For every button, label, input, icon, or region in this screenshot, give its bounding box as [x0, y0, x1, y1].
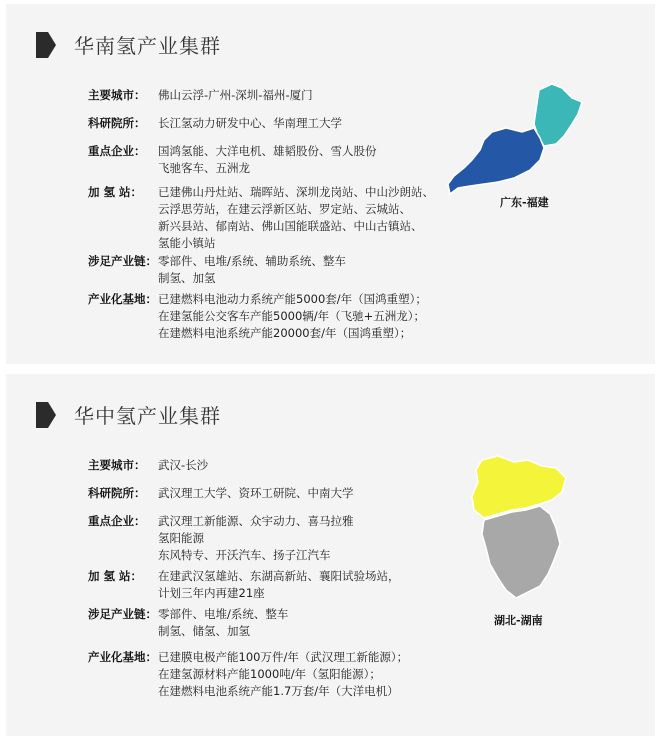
info-value: 已建膜电极产能100万件/年（武汉理工新能源）； 在建氢源材料产能1000吨/年（氢阳能源）； 在建燃料电池系统产能1.7万套/年（大洋电机） [158, 650, 409, 698]
info-row-chain [88, 253, 468, 287]
guangdong-fujian-map-icon [444, 80, 594, 210]
info-label: 重点企业： [88, 144, 146, 158]
info-value: 长江氢动力研发中心、华南理工大学 [158, 116, 342, 130]
info-row-chain [88, 606, 468, 640]
info-label: 涉足产业链： [88, 254, 157, 268]
info-label: 加 氢 站： [88, 569, 143, 583]
info-row-research [88, 485, 468, 502]
info-label: 产业化基地： [88, 650, 157, 664]
info-label: 涉足产业链： [88, 607, 157, 621]
info-label: 主要城市： [88, 458, 146, 472]
info-label: 主要城市： [88, 88, 146, 102]
info-value: 佛山云浮-广州-深圳-福州-厦门 [158, 88, 313, 102]
info-label: 产业化基地： [88, 292, 157, 306]
info-row-cities [88, 87, 468, 104]
info-row-stations [88, 568, 468, 602]
info-value: 在建武汉氢雄站、东湖高新站、襄阳试验场站， 计划三年内再建21座 [158, 569, 400, 600]
info-row-research [88, 115, 468, 132]
cluster-card-central [6, 374, 655, 736]
map-region-label: 湖北-湖南 [494, 614, 543, 627]
info-value: 零部件、电堆/系统、辅助系统、整车 制氢、加氢 [158, 254, 346, 285]
info-row-cities [88, 457, 468, 474]
info-row-companies [88, 143, 468, 177]
cluster-header [36, 400, 221, 429]
info-row-bases [88, 291, 488, 342]
info-row-bases [88, 649, 488, 700]
info-value: 国鸿氢能、大洋电机、雄韬股份、雪人股份 飞驰客车、五洲龙 [158, 144, 377, 175]
info-label: 加 氢 站： [88, 185, 143, 199]
map-region-label: 广东-福建 [500, 196, 549, 209]
hubei-hunan-map-icon [468, 452, 578, 612]
info-row-stations [88, 184, 468, 252]
info-value: 已建燃料电池动力系统产能5000套/年（国鸿重塑）； 在建氢能公交客车产能5000辆/年（飞驰+五洲龙）； 在建燃料电池系统产能20000套/年（国鸿重塑）； [158, 292, 427, 340]
info-label: 科研院所： [88, 116, 146, 130]
cluster-title: 华南氢产业集群 [74, 34, 221, 58]
info-value: 已建佛山丹灶站、瑞晖站、深圳龙岗站、中山沙朗站、 云浮思劳站，在建云浮新区站、罗定站、云城站、 新兴县站、郁南站、佛山国能联盛站、中山古镇站、 氢能小镇站 [158, 185, 434, 250]
info-value: 武汉理工新能源、众宇动力、喜马拉雅 氢阳能源 东风特专、开沃汽车、扬子江汽车 [158, 514, 354, 562]
info-label: 科研院所： [88, 486, 146, 500]
chevron-marker-icon [36, 402, 56, 428]
info-row-companies [88, 513, 468, 564]
info-value: 武汉-长沙 [158, 458, 209, 472]
cluster-header [36, 30, 221, 59]
info-value: 武汉理工大学、资环工研院、中南大学 [158, 486, 354, 500]
info-label: 重点企业： [88, 514, 146, 528]
chevron-marker-icon [36, 32, 56, 58]
cluster-card-south [6, 4, 655, 364]
cluster-title: 华中氢产业集群 [74, 404, 221, 428]
info-value: 零部件、电堆/系统、整车 制氢、储氢、加氢 [158, 607, 289, 638]
